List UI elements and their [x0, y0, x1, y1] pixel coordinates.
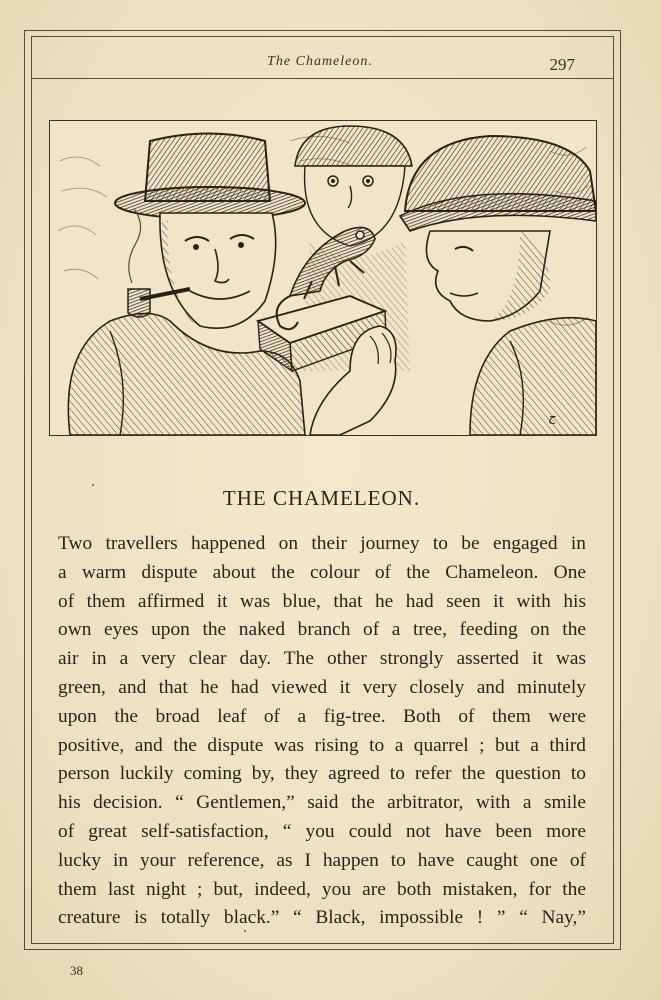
svg-text:ج: ج [548, 410, 556, 424]
text-line: positive, and the dispute was rising to a quarrel ; but a third [58, 734, 586, 756]
engraving-drawing [50, 121, 596, 435]
page-number: 297 [549, 55, 575, 74]
chapter-title: THE CHAMELEON. [222, 486, 421, 510]
text-line: of great self-satisfaction, “ you could not have been more [58, 820, 586, 842]
text-line: Two travellers happened on their journey to be engaged in [58, 533, 586, 554]
text-line: lucky in your reference, as I happen to have caught one of [58, 849, 586, 871]
fable-body-text [58, 530, 586, 933]
text-line: a warm dispute about the colour of the Chameleon. One [58, 561, 586, 583]
signature-mark: 38 [70, 963, 83, 978]
text-line: of them affirmed it was blue, that he had seen it with his [58, 590, 586, 612]
running-title: The Chameleon. [267, 54, 373, 69]
text-line: upon the broad leaf of a fig-tree. Both of them were [58, 705, 586, 727]
text-line: own eyes upon the naked branch of a tree, feeding on the [58, 619, 586, 641]
header-rule [31, 78, 613, 79]
text-line: creature is totally black.” “ Black, impossible ! ” “ Nay,” [58, 907, 586, 929]
text-line: person luckily coming by, they agreed to refer the question to [58, 763, 586, 785]
text-line: his decision. “ Gentlemen,” said the arbitrator, with a smile [58, 792, 586, 814]
text-line: air in a very clear day. The other strongly asserted it was [58, 648, 586, 670]
text-line: them last night ; but, indeed, you are both mistaken, for the [58, 878, 586, 900]
paper-speck [244, 930, 246, 932]
paper-speck [92, 484, 94, 486]
text-line: green, and that he had viewed it very closely and minutely [58, 676, 586, 698]
engraving-illustration [49, 120, 597, 436]
